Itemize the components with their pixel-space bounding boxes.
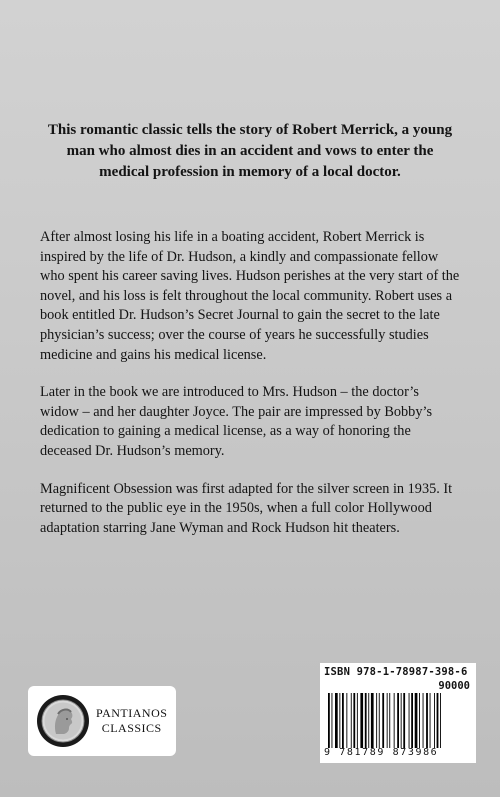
price-code: 90000	[438, 680, 470, 692]
barcode-bar	[353, 693, 355, 748]
barcode-bar	[357, 693, 358, 748]
barcode-bar	[387, 693, 388, 748]
barcode-bar	[397, 693, 399, 748]
medallion-icon	[36, 694, 90, 748]
publisher-name	[96, 706, 167, 736]
back-cover-blurb: This romantic classic tells the story of Robert Merrick, a young man who almost dies in an accident and vows to enter the medical profession in memory of a local doctor.	[47, 122, 453, 180]
barcode-bar	[411, 693, 413, 748]
barcode-bar	[389, 693, 390, 748]
barcode-bar	[335, 693, 338, 748]
publisher-name-line-2: CLASSICS	[101, 721, 162, 735]
barcode-bar	[382, 693, 384, 748]
barcode-bar	[365, 693, 367, 748]
barcode-bar	[437, 693, 439, 748]
barcode-bar	[376, 693, 377, 748]
barcode-bar	[430, 693, 431, 748]
isbn-text: ISBN 978-1-78987-398-6	[324, 666, 468, 678]
barcode-bar	[332, 693, 333, 748]
synopsis-paragraph-3: Magnificent Obsession was first adapted for the silver screen in 1935. It returned to the public eye in the 1950s, when a full color Hollywood adaptation starring Jane Wyman and Rock Hudson hit theaters.	[40, 480, 453, 536]
barcode-bar	[368, 693, 369, 748]
publisher-name-line-1: PANTIANOS	[96, 706, 168, 720]
barcode-bar	[401, 693, 402, 748]
barcode-bar	[371, 693, 374, 748]
barcode-bar	[419, 693, 420, 748]
barcode-bar	[403, 693, 405, 748]
barcode-bar	[351, 693, 352, 748]
synopsis-paragraph-1: After almost losing his life in a boating accident, Robert Merrick is inspired by the life of Dr. Hudson, a kindly and compassionate fellow who spent his career saving lives. Hudson perishes at the very start of the novel, and his loss is felt throughout the local community. Robert uses a book entitled Dr. Hudson’s Secret Journal to gain the secret to the late physician’s success; over the course of years he successfully studies medicine and gains his medical license.	[40, 229, 460, 363]
barcode-bar	[426, 693, 428, 748]
barcode-bar	[394, 693, 395, 748]
barcode-bar	[360, 693, 363, 748]
barcode-bar	[434, 693, 435, 748]
barcode-bar	[415, 693, 418, 748]
barcode-digits: 9 781789 873986	[324, 747, 439, 758]
barcode-bar	[328, 693, 330, 748]
publisher-logo	[28, 686, 176, 756]
barcode-bar	[440, 693, 441, 748]
barcode-bar	[346, 693, 347, 748]
barcode-bar	[409, 693, 410, 748]
synopsis-paragraph-2: Later in the book we are introduced to Mrs. Hudson – the doctor’s widow – and her daughter Joyce. The pair are impressed by Bobby’s dedication to gaining a medical license, as a way of honoring the deceased Dr. Hudson’s memory.	[40, 384, 433, 459]
barcode-bar	[379, 693, 380, 748]
barcode-bar	[339, 693, 340, 748]
barcode-bar	[342, 693, 344, 748]
barcode-bars	[326, 693, 470, 748]
isbn-barcode	[320, 663, 476, 763]
barcode-bar	[423, 693, 424, 748]
synopsis	[40, 228, 460, 556]
